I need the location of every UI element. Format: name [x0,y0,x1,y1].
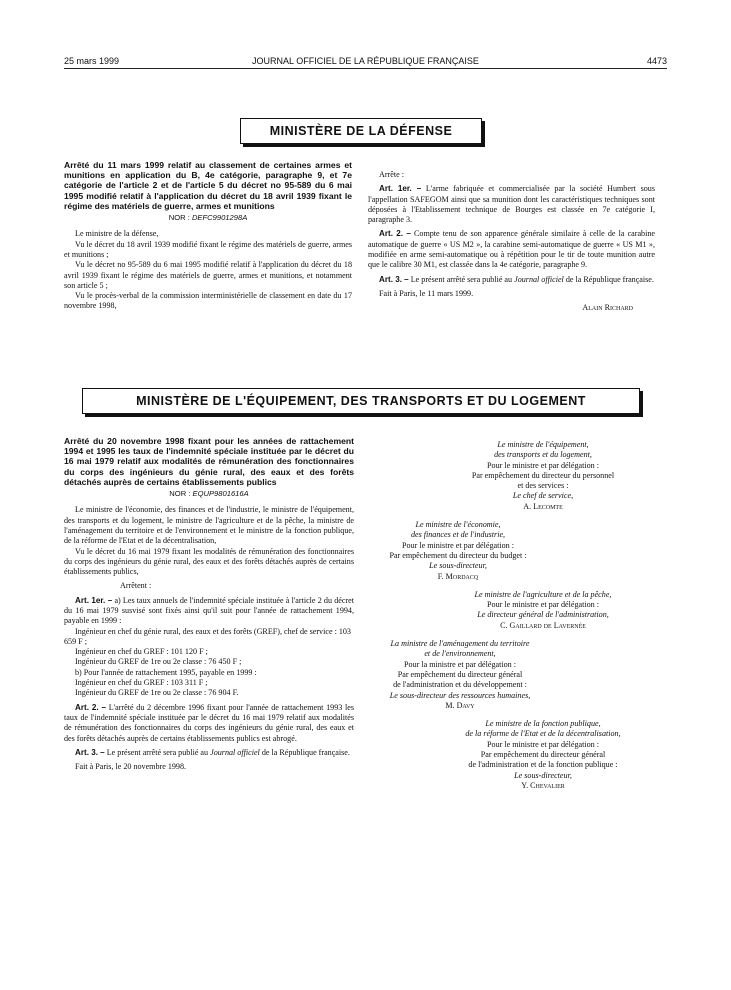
rate-line: Ingénieur en chef du génie rural, des eaux et des forêts (GREF), chef de service : 103 659 F ; [64,626,351,646]
section2-left-column [64,436,354,772]
signature-line: Le sous-directeur, [429,561,487,571]
article-2 [368,229,655,270]
header-date: 25 mars 1999 [64,56,120,66]
signature-line: Le ministre de l'équipement, [497,440,589,449]
signature-name: M. Davy [445,700,475,710]
fait-a-paris: Fait à Paris, le 11 mars 1999. [379,288,474,298]
nor-label: NOR : [168,213,190,223]
signature-line: des transports et du logement, [494,450,592,460]
signature-line: Le sous-directeur des ressources humaines, [389,690,531,700]
article-3 [64,748,354,758]
nor-code: EQUP9801616A [192,489,249,499]
signature-line: Pour le ministre et par délégation : [487,739,599,749]
nor-label: NOR : [169,489,191,499]
article-text: Le présent arrêté sera publié au [106,747,211,757]
article-label: Art. 1er. – [379,184,422,194]
signature-line: Le sous-directeur, [514,770,572,780]
section1-right-column [368,170,655,314]
ministry-title: MINISTÈRE DE L'ÉQUIPEMENT, DES TRANSPORTS ET DU LOGEMENT [136,394,586,408]
header-journal-title: JOURNAL OFFICIEL DE LA RÉPUBLIQUE FRANÇAISE [252,56,479,66]
journal-name: Journal officiel [514,274,564,284]
nor-reference [64,489,354,499]
rate-line: Ingénieur en chef du GREF : 101 120 F ; [75,647,208,657]
nor-code: DEFC9901298A [191,213,248,223]
rate-subheading: b) Pour l'année de rattachement 1995, payable en 1999 : [75,667,257,677]
article-text: de la République française. [563,274,654,284]
signature-line: de l'administration et du développement : [393,680,527,690]
signature-line: Par empêchement du directeur général [397,669,523,679]
article-label: Art. 2. – [75,702,107,712]
preamble-line: Vu le décret no 95-589 du 6 mai 1995 modifié relatif à l'application du décret du 18 avril 1939 fixant le régime des matériels de guerre, armes et munitions, et notamment son article 5 ; [64,260,352,290]
article-label: Art. 2. – [379,229,411,239]
signature-block [428,719,658,791]
preamble-line: Vu le décret du 18 avril 1939 modifié fixant le régime des matériels de guerre, armes et munitions ; [64,239,352,259]
article-text: Le présent arrêté sera publié au [410,274,515,284]
article-1 [368,184,655,225]
signature-name: Y. Chevalier [521,780,565,790]
preamble-line: Le ministre de l'économie, des finances et de l'industrie, le ministre de l'équipement, des transports et du logement, le ministre de l'agriculture et de la pêche, la ministre de l'aménagement du territoire et de l'environnement et le ministre de la fonction publique, de la réforme de l'Etat et de la décentralisation, [64,505,354,546]
signature-name: C. Gaillard de Lavernée [500,620,586,630]
article-text: a) Les taux annuels de l'indemnité spéciale instituée à l'article 2 du décret du 16 mai 1979 susvisé sont fixés ainsi qu'il suit pour l'année de rattachement 1994, payable en 1999 : [64,595,354,626]
rate-line: Ingénieur en chef du GREF : 103 311 F ; [75,678,208,688]
signature-name: F. Mordacq [437,571,479,581]
section1-left-column [64,160,352,312]
article-text: de la République française. [259,747,350,757]
signature-line: Le chef de service, [512,491,574,501]
rate-line: Ingénieur du GREF de 1re ou 2e classe : 76 450 F ; [75,657,242,667]
section2-signatures [368,440,658,791]
signature-line: et de l'environnement, [424,649,496,659]
article-text: Compte tenu de son apparence générale similaire à celle de la carabine automatique de guerre « US M2 », la carabine semi-automatique de guerre « US M1 », modifiée en arme semi-automatique ou à répétition pour le tir de toute munition autre que le calibre 30 M1, est classée dans la 4e catégorie, paragraphe 9. [368,229,655,270]
article-1 [64,596,354,627]
signature-block [358,520,558,582]
signature-line: et des services : [517,481,569,491]
signature-line: Le directeur général de l'administration, [477,610,609,620]
ministry-box-defense [240,118,482,144]
signature-name: A. Lecomte [523,501,563,511]
signature-line: Par empêchement du directeur général [480,750,606,760]
signature-line: Par empêchement du directeur du budget : [389,550,527,560]
signature-line: La ministre de l'aménagement du territoire [390,639,530,649]
preamble-line: Vu le procès-verbal de la commission interministérielle de classement en date du 17 novembre 1998, [64,291,352,311]
header-rule [64,68,667,69]
arrete-label: Arrête : [379,170,404,179]
signature-line: Pour la ministre et par délégation : [404,659,516,669]
rate-line: Ingénieur du GREF de 1re ou 2e classe : 76 904 F. [75,688,239,698]
ministry-box-equipement [82,388,640,414]
article-label: Art. 1er. – [75,595,113,605]
article-text: L'arrêté du 2 décembre 1996 fixant pour l'année de rattachement 1993 les taux de l'indemnité spéciale instituée par le décret du 16 mai 1979 relatif aux modalités de rémunération des fonctionnaires du corps des ingénieurs du génie rural, des eaux et des forêts détachés auprès de certains établissements publics est abrogé. [64,702,354,743]
signature-line: Le ministre de l'économie, [415,520,501,530]
signature-line: Pour le ministre et par délégation : [487,460,599,470]
signature-block [360,639,560,711]
fait-a-paris: Fait à Paris, le 20 novembre 1998. [75,762,187,772]
article-label: Art. 3. – [379,274,409,284]
decree-title: Arrêté du 11 mars 1999 relatif au classement de certaines armes et munitions en application du B, 4e catégorie, paragraphe 9, et 7e catégorie de l'article 2 et de l'article 5 du décret no 95-589 du 6 mai 1995 modifié relatif à l'application du décret du 18 avril 1939 fixant le régime des matériels de guerre, armes et munitions [64,160,352,211]
signature-block [428,590,658,631]
signature-name: Alain Richard [582,303,633,313]
signature-block [428,440,658,512]
header-page-number: 4473 [646,56,667,66]
signature-line: de la réforme de l'Etat et de la décentralisation, [465,729,621,739]
signature-line: Par empêchement du directeur du personnel [471,470,615,480]
signature-line: de l'administration et de la fonction publique : [468,760,618,770]
article-2 [64,703,354,744]
decree-title: Arrêté du 20 novembre 1998 fixant pour les années de rattachement 1994 et 1995 les taux de l'indemnité spéciale instituée par le décret du 16 mai 1979 relatif aux modalités de rémunération des fonctionnaires du corps des ingénieurs du génie rural, des eaux et des forêts détachés auprès de certains établissements publics [64,436,354,487]
nor-reference [64,213,352,223]
journal-name: Journal officiel [210,747,260,757]
article-3 [368,275,655,285]
arrete-label: Arrêtent : [120,581,152,591]
signature-line: Pour le ministre et par délégation : [402,540,514,550]
article-text: L'arme fabriquée et commercialisée par la société Humbert sous l'appellation SAFEGOM ainsi que sa munition dont les caractéristiques techniques sont déposées à l'Etablissement technique de Bourges est classée en 7e catégorie I, paragraphe 3. [368,184,655,225]
preamble-line: Le ministre de la défense, [75,229,159,239]
signature-line: Le ministre de la fonction publique, [485,719,601,729]
ministry-title: MINISTÈRE DE LA DÉFENSE [269,124,453,138]
signature-line: des finances et de l'industrie, [410,530,506,540]
preamble-line: Vu le décret du 16 mai 1979 fixant les modalités de rémunération des fonctionnaires du corps des ingénieurs du génie rural, des eaux et des forêts détachés auprès de certains établissements publics, [64,546,354,577]
article-label: Art. 3. – [75,747,105,757]
signature-line: Pour le ministre et par délégation : [487,600,599,610]
signature-line: Le ministre de l'agriculture et de la pêche, [474,589,612,599]
